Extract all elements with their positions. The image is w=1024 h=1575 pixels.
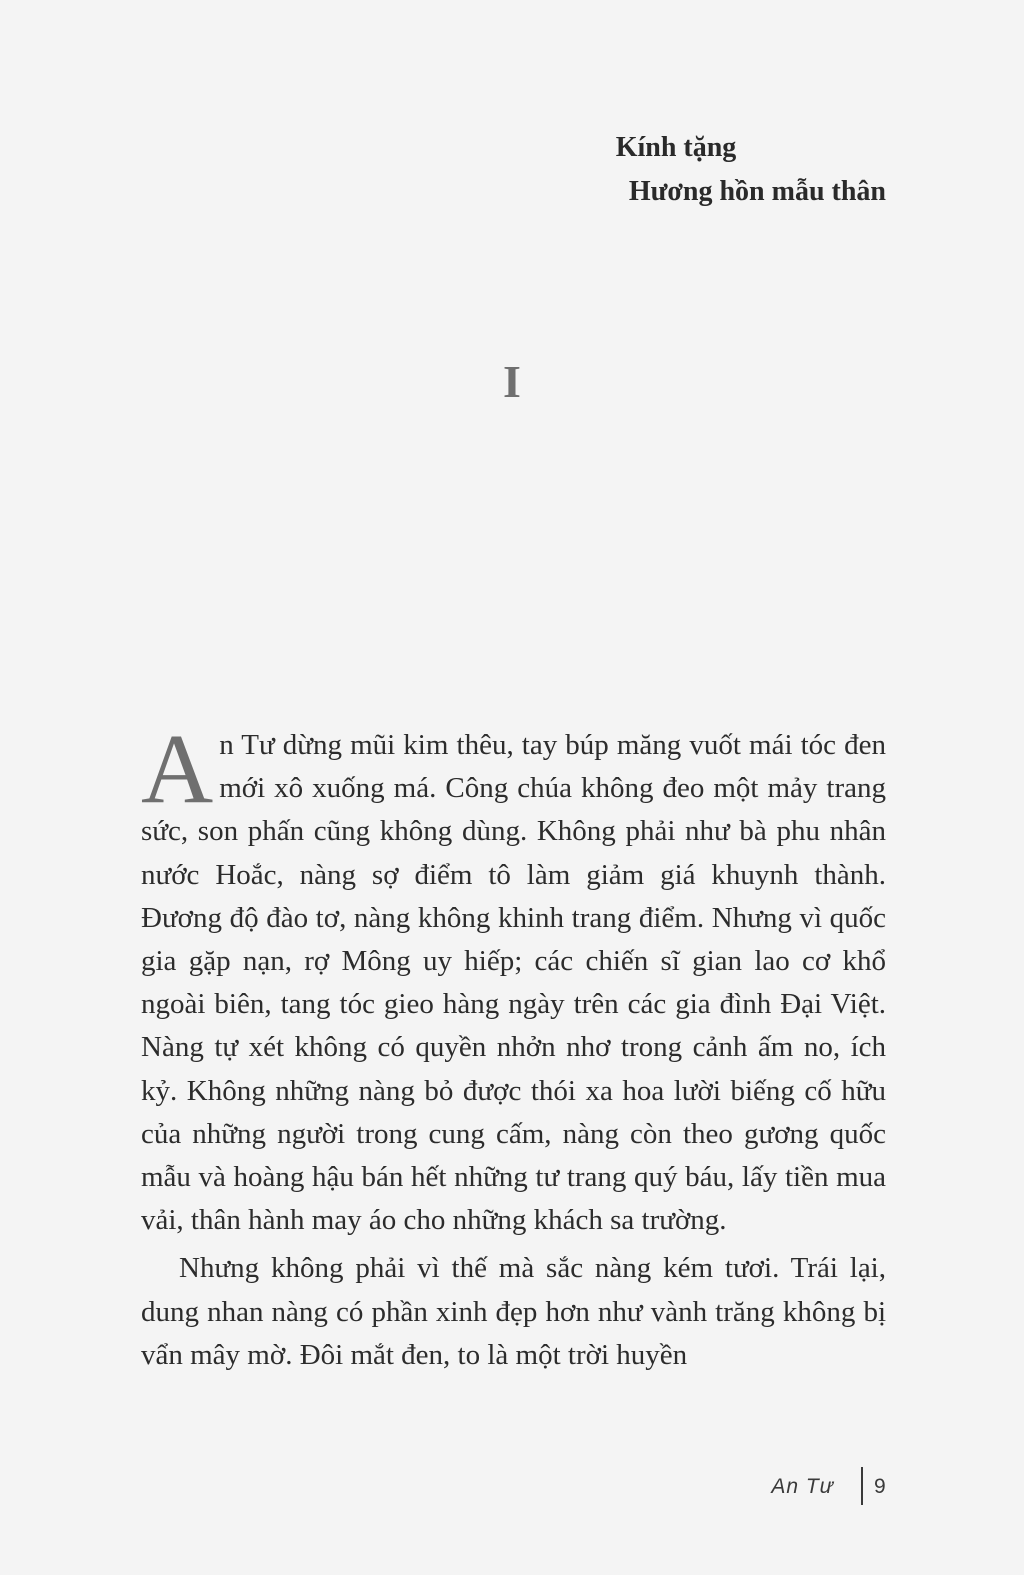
- page-footer: [0, 1467, 1024, 1507]
- dedication-line-2: Hương hồn mẫu thân: [628, 176, 886, 207]
- chapter-number: I: [503, 356, 521, 407]
- drop-cap: A: [141, 713, 214, 824]
- body-text: [141, 713, 886, 1377]
- paragraph-1: [141, 713, 886, 1242]
- dedication-line-1: Kính tặng: [615, 132, 737, 163]
- dedication: [466, 126, 886, 214]
- running-title: An Tư: [771, 1475, 834, 1498]
- page-number: 9: [874, 1475, 886, 1498]
- paragraph-2: Nhưng không phải vì thế mà sắc nàng kém tươi. Trái lại, dung nhan nàng có phần xinh đẹp hơn như vành trăng không bị vẩn mây mờ. Đôi mắt đen, to là một trời huyền: [141, 1252, 886, 1371]
- footer-divider: [861, 1467, 863, 1505]
- paragraph-1-text: n Tư dừng mũi kim thêu, tay búp măng vuốt mái tóc đen mới xô xuống má. Công chúa không đeo một mảy trang sức, son phấn cũng không dùng. Không phải như bà phu nhân nước Hoắc, nàng sợ điểm tô làm giảm giá khuynh thành. Đương độ đào tơ, nàng không khinh trang điểm. Nhưng vì quốc gia gặp nạn, rợ Mông uy hiếp; các chiến sĩ gian lao cơ khổ ngoài biên, tang tóc gieo hàng ngày trên các gia đình Đại Việt. Nàng tự xét không có quyền nhởn nhơ trong cảnh ấm no, ích kỷ. Không những nàng bỏ được thói xa hoa lười biếng cố hữu của những người trong cung cấm, nàng còn theo gương quốc mẫu và hoàng hậu bán hết những tư trang quý báu, lấy tiền mua vải, thân hành may áo cho những khách sa trường.: [141, 729, 886, 1237]
